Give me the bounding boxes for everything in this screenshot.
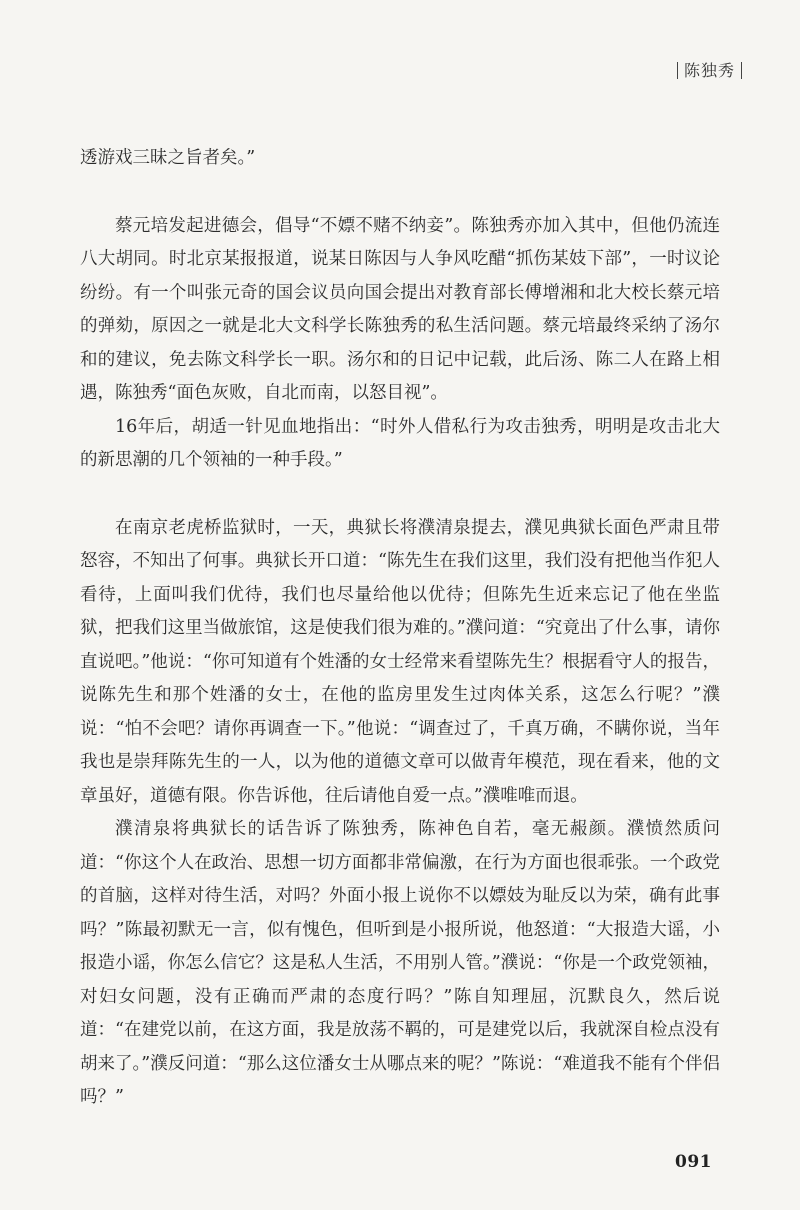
page-body [80,142,720,1115]
page-number: 091 [675,1152,712,1172]
paragraph-jindehui: 蔡元培发起进德会，倡导“不嫖不赌不纳妾”。陈独秀亦加入其中，但他仍流连八大胡同。时北京某报报道，说某日陈因与人争风吃醋“抓伤某妓下部”，一时议论纷纷。有一个叫张元奇的国会议员向国会提出对教育部长傅增湘和北大校长蔡元培的弹劾，原因之一就是北大文科学长陈独秀的私生活问题。蔡元培最终采纳了汤尔和的建议，免去陈文科学长一职。汤尔和的日记中记载，此后汤、陈二人在路上相遇，陈独秀“面色灰败，自北而南，以怒目视”。 [80,215,720,403]
paragraph-continuation: 透游戏三昧之旨者矣。” [80,148,256,168]
paragraph-hushi-comment: 16年后，胡适一针见血地指出：“时外人借私行为攻击独秀，明明是攻击北大的新思潮的几个领袖的一种手段。” [80,416,720,470]
paragraph-prison-warden: 在南京老虎桥监狱时，一天，典狱长将濮清泉提去，濮见典狱长面色严肃且带怒容，不知出了何事。典狱长开口道：“陈先生在我们这里，我们没有把他当作犯人看待，上面叫我们优待，我们也尽量给他以优待；但陈先生近来忘记了他在坐监狱，把我们这里当做旅馆，这是使我们很为难的。”濮问道：“究竟出了什么事，请你直说吧。”他说：“你可知道有个姓潘的女士经常来看望陈先生？根据看守人的报告，说陈先生和那个姓潘的女士，在他的监房里发生过肉体关系，这怎么行呢？”濮说：“怕不会吧？请你再调查一下。”他说：“调查过了，千真万确，不瞒你说，当年我也是崇拜陈先生的一人，以为他的道德文章可以做青年模范，现在看来，他的文章虽好，道德有限。你告诉他，往后请他自爱一点。”濮唯唯而退。 [80,517,720,806]
chapter-title: 陈独秀 [683,61,735,80]
paragraph-pu-confrontation: 濮清泉将典狱长的话告诉了陈独秀，陈神色自若，毫无赧颜。濮愤然质问道：“你这个人在政治、思想一切方面都非常偏激，在行为方面也很乖张。一个政党的首脑，这样对待生活，对吗？外面小报上说你不以嫖妓为耻反以为荣，确有此事吗？”陈最初默无一言，似有愧色，但听到是小报所说，他怒道：“大报造大谣，小报造小谣，你怎么信它？这是私人生活，不用别人管。”濮说：“你是一个政党领袖，对妇女问题，没有正确而严肃的态度行吗？”陈自知理屈，沉默良久，然后说道：“在建党以前，在这方面，我是放荡不羁的，可是建党以后，我就深自检点没有胡来了。”濮反问道：“那么这位潘女士从哪点来的呢？”陈说：“难道我不能有个伴侣吗？” [80,819,720,1107]
header-left-rule [677,62,678,79]
running-header [671,60,748,82]
header-right-rule [741,62,742,79]
